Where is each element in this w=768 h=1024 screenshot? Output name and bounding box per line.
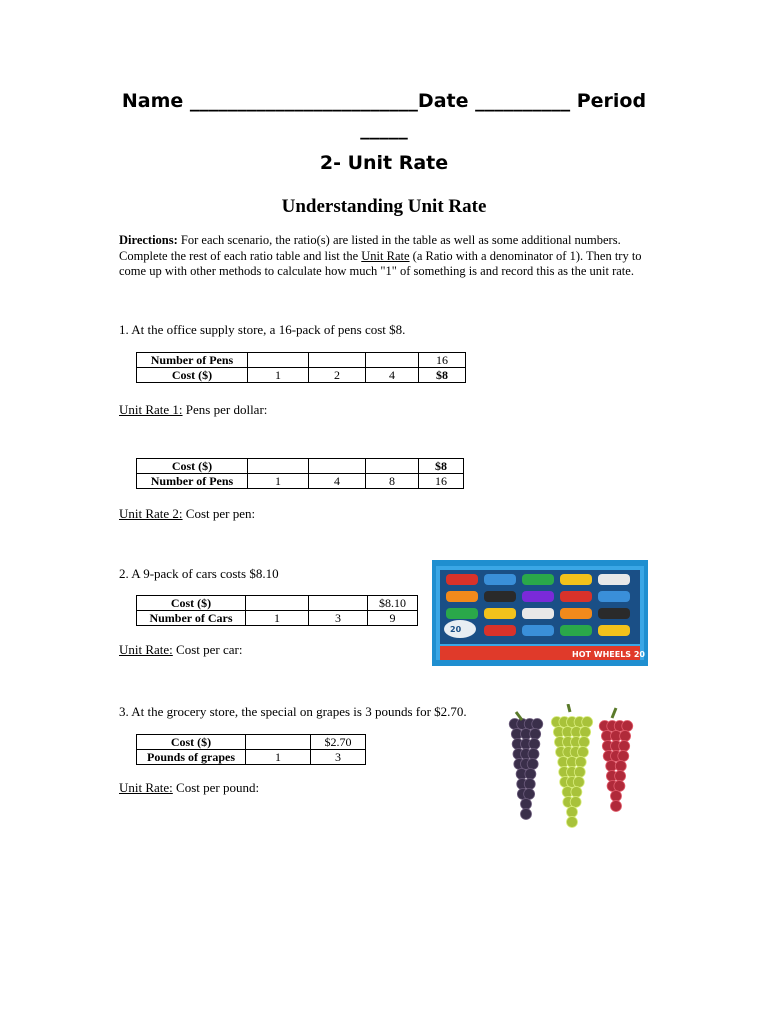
- unit-rate-text: Cost per pound:: [172, 780, 260, 795]
- question-3-prompt: 3. At the grocery store, the special on grapes is 3 pounds for $2.70.: [119, 704, 467, 719]
- table-cell: Cost ($): [137, 368, 248, 383]
- directions-text-2: (a Ratio with a denominator of 1). Then try to come up with other methods to calculate how much "1" of something is and record this as the unit rate.: [119, 248, 642, 278]
- table-row: [137, 368, 466, 383]
- table-cell: $8: [419, 368, 466, 383]
- grape-shape: [524, 789, 535, 800]
- grape-shape: [618, 751, 629, 762]
- directions-text-1: For each scenario, the ratio(s) are listed in the table as well as some additional numbers. Complete the rest of each ratio table and list the: [119, 233, 621, 263]
- grape-shape: [571, 787, 582, 798]
- q2-ratio-table: [136, 595, 418, 626]
- toy-car-shape: [560, 608, 592, 619]
- name-date-period-line: Name ________________________Date __________ Period: [121, 90, 647, 112]
- table-cell[interactable]: [309, 596, 368, 611]
- grape-shape: [570, 797, 581, 808]
- toy-car-shape: [446, 608, 478, 619]
- grape-shape: [530, 729, 541, 740]
- table-cell: 1: [248, 368, 309, 383]
- period-blank-line: _____: [360, 118, 408, 140]
- grape-shape: [580, 727, 591, 738]
- table-cell: Number of Cars: [137, 611, 246, 626]
- table-cell: 1: [246, 750, 311, 765]
- question-1-prompt: 1. At the office supply store, a 16-pack of pens cost $8.: [119, 322, 406, 337]
- table-cell: Cost ($): [137, 596, 246, 611]
- q1-unit-rate-1: [119, 402, 267, 418]
- table-cell: 4: [366, 368, 419, 383]
- table-row: [137, 474, 464, 489]
- unit-rate-1-text: Pens per dollar:: [182, 402, 268, 417]
- table-cell: 4: [309, 474, 366, 489]
- unit-rate-1-label: Unit Rate 1:: [119, 402, 183, 417]
- q1-unit-rate-2: [119, 506, 255, 522]
- grape-shape: [532, 719, 543, 730]
- unit-rate-label: Unit Rate:: [119, 642, 173, 657]
- grape-shape: [579, 737, 590, 748]
- table-cell: 16: [419, 353, 466, 368]
- grape-shape: [619, 741, 630, 752]
- table-row: [137, 735, 366, 750]
- document-title: 2- Unit Rate: [319, 152, 449, 174]
- grape-shape: [620, 731, 631, 742]
- toy-pack-caption: HOT WHEELS 20: [572, 650, 645, 659]
- table-cell: 3: [309, 611, 368, 626]
- q1-ratio-table-1: [136, 352, 466, 383]
- table-cell: $8.10: [368, 596, 418, 611]
- q3-ratio-table: [136, 734, 366, 765]
- grape-shape: [574, 767, 585, 778]
- toy-car-shape: [560, 574, 592, 585]
- table-cell: Number of Pens: [137, 474, 248, 489]
- table-cell[interactable]: [309, 459, 366, 474]
- table-row: [137, 596, 418, 611]
- table-cell: Number of Pens: [137, 353, 248, 368]
- table-cell: 3: [311, 750, 366, 765]
- grape-shape: [615, 771, 626, 782]
- unit-rate-text: Cost per car:: [172, 642, 243, 657]
- toy-car-shape: [446, 591, 478, 602]
- unit-rate-2-text: Cost per pen:: [182, 506, 256, 521]
- toy-car-shape: [560, 591, 592, 602]
- grape-shape: [614, 781, 625, 792]
- unit-rate-label: Unit Rate:: [119, 780, 173, 795]
- toy-cars-pack-image: [432, 560, 648, 666]
- grape-shape: [611, 791, 622, 802]
- toy-car-shape: [484, 608, 516, 619]
- q3-unit-rate: [119, 780, 259, 796]
- grape-shape: [521, 799, 532, 810]
- toy-car-shape: [446, 574, 478, 585]
- toy-car-shape: [522, 574, 554, 585]
- grape-shape: [575, 757, 586, 768]
- grape-shape: [622, 721, 633, 732]
- table-cell[interactable]: [248, 353, 309, 368]
- toy-car-shape: [522, 608, 554, 619]
- table-cell: 2: [309, 368, 366, 383]
- directions-paragraph: [119, 233, 649, 280]
- table-cell: $8: [419, 459, 464, 474]
- table-cell: 9: [368, 611, 418, 626]
- toy-car-shape: [598, 625, 630, 636]
- table-cell[interactable]: [309, 353, 366, 368]
- directions-unit-rate: Unit Rate: [361, 248, 410, 263]
- table-cell: 1: [248, 474, 309, 489]
- grape-shape: [525, 769, 536, 780]
- toy-car-shape: [560, 625, 592, 636]
- grape-shape: [615, 761, 626, 772]
- toy-car-shape: [484, 591, 516, 602]
- directions-label: Directions:: [119, 233, 178, 247]
- table-cell: 1: [246, 611, 309, 626]
- toy-car-shape: [598, 574, 630, 585]
- grape-shape: [521, 809, 532, 820]
- grape-shape: [611, 801, 622, 812]
- table-cell: 8: [366, 474, 419, 489]
- table-cell[interactable]: [246, 596, 309, 611]
- q2-unit-rate: [119, 642, 242, 658]
- grape-shape: [573, 777, 584, 788]
- grape-shape: [524, 779, 535, 790]
- table-cell: Pounds of grapes: [137, 750, 246, 765]
- table-row: [137, 750, 366, 765]
- grape-shape: [567, 807, 578, 818]
- unit-rate-2-label: Unit Rate 2:: [119, 506, 183, 521]
- table-row: [137, 459, 464, 474]
- toy-car-shape: [522, 625, 554, 636]
- q1-ratio-table-2: [136, 458, 464, 489]
- worksheet-subtitle: Understanding Unit Rate: [281, 196, 487, 217]
- grape-shape: [577, 747, 588, 758]
- grapes-image: [492, 704, 652, 842]
- table-cell: 16: [419, 474, 464, 489]
- table-cell[interactable]: [248, 459, 309, 474]
- grape-shape: [527, 759, 538, 770]
- toy-car-shape: [484, 574, 516, 585]
- svg-text:20: 20: [450, 625, 462, 634]
- table-row: [137, 353, 466, 368]
- grape-shape: [582, 717, 593, 728]
- table-cell[interactable]: [246, 735, 311, 750]
- toy-car-shape: [598, 608, 630, 619]
- table-cell[interactable]: [366, 459, 419, 474]
- grape-shape: [528, 749, 539, 760]
- table-row: [137, 611, 418, 626]
- grape-shape: [529, 739, 540, 750]
- toy-car-shape: [484, 625, 516, 636]
- table-cell[interactable]: [366, 353, 419, 368]
- table-cell: Cost ($): [137, 735, 246, 750]
- toy-car-shape: [598, 591, 630, 602]
- table-cell: $2.70: [311, 735, 366, 750]
- grape-shape: [567, 817, 578, 828]
- table-cell: Cost ($): [137, 459, 248, 474]
- question-2-prompt: 2. A 9-pack of cars costs $8.10: [119, 566, 279, 581]
- toy-car-shape: [522, 591, 554, 602]
